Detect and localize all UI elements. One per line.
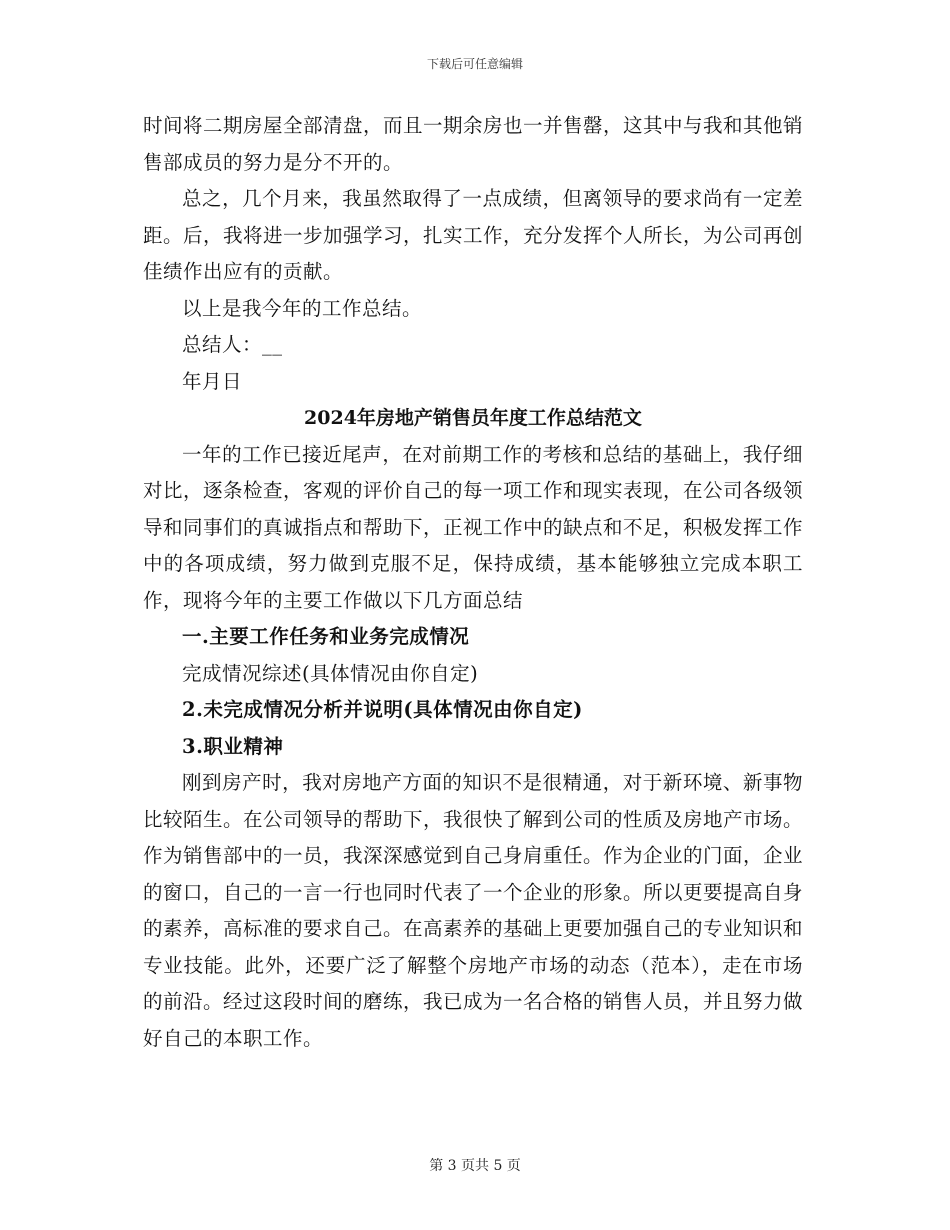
- heading-main-tasks: 一.主要工作任务和业务完成情况: [182, 625, 470, 648]
- date-line: 年月日: [182, 369, 243, 393]
- paragraph-conclusion: 总之，几个月来，我虽然取得了一点成绩，但离领导的要求尚有一定差距。后，我将进一步加强学习，扎实工作，充分发挥个人所长，为公司再创佳绩作出应有的贡献。: [143, 187, 804, 283]
- signature-line: 总结人：__: [182, 333, 283, 356]
- page-header: 下载后可任意编辑: [426, 57, 523, 71]
- heading-professional-spirit: 3.职业精神: [182, 734, 284, 758]
- paragraph-completion: 完成情况综述(具体情况由你自定): [182, 661, 479, 685]
- page-footer: 第 3 页共 5 页: [429, 1158, 521, 1174]
- paragraph-continuation: 时间将二期房屋全部清盘，而且一期余房也一并售罄，这其中与我和其他销售部成员的努力是分不开的。: [143, 114, 804, 174]
- section-title: 2024年房地产销售员年度工作总结范文: [304, 407, 642, 429]
- paragraph-intro: 一年的工作已接近尾声，在对前期工作的考核和总结的基础上，我仔细对比，逐条检查，客观的评价自己的每一项工作和现实表现，在公司各级领导和同事们的真诚指点和帮助下，正视工作中的缺点和不足，积极发挥工作中的各项成绩，努力做到克服不足，保持成绩，基本能够独立完成本职工作，现将今年的主要工作做以下几方面总结: [143, 442, 804, 612]
- paragraph-professional-spirit: 刚到房产时，我对房地产方面的知识不是很精通，对于新环境、新事物比较陌生。在公司领导的帮助下，我很快了解到公司的性质及房地产市场。作为销售部中的一员，我深深感觉到自己身肩重任。作为企业的门面，企业的窗口，自己的一言一行也同时代表了一个企业的形象。所以更要提高自身的素养，高标准的要求自己。在高素养的基础上更要加强自己的专业知识和专业技能。此外，还要广泛了解整个房地产市场的动态（范本），走在市场的前沿。经过这段时间的磨练，我已成为一名合格的销售人员，并且努力做好自己的本职工作。: [143, 771, 804, 1050]
- heading-uncompleted: 2.未完成情况分析并说明(具体情况由你自定): [182, 698, 583, 721]
- document-body: [143, 108, 803, 1057]
- paragraph-summary-end: 以上是我今年的工作总结。: [182, 296, 423, 320]
